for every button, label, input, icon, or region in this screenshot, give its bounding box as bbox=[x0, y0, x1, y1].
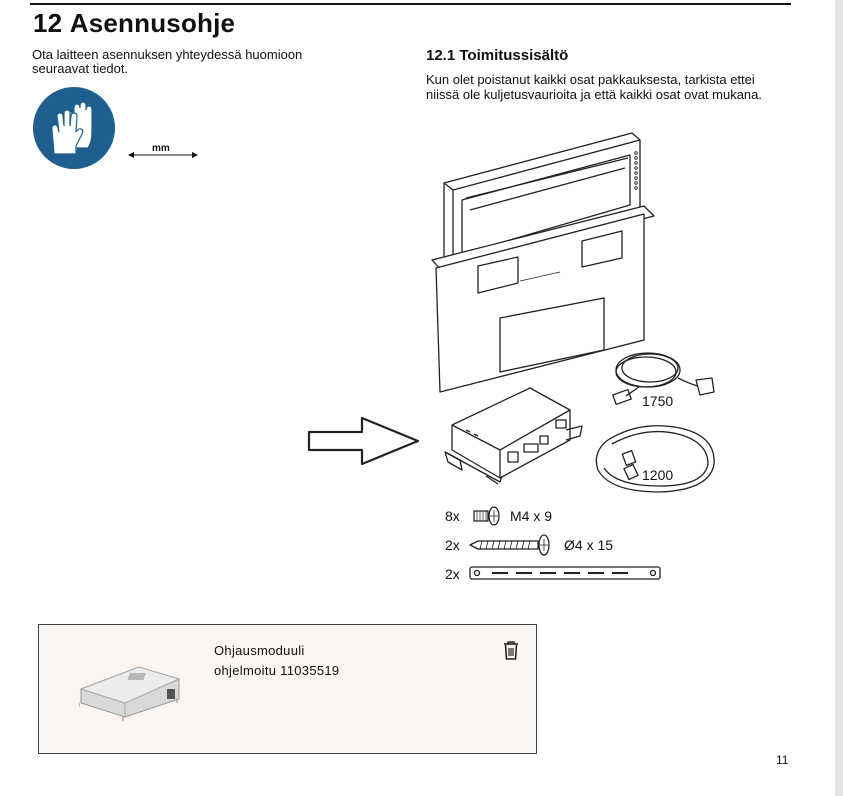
trash-icon[interactable] bbox=[502, 640, 520, 660]
small-screw-icon bbox=[474, 507, 499, 525]
product-card bbox=[38, 624, 537, 754]
intro-text: Ota laitteen asennuksen yhteydessä huomioon seuraavat tiedot. bbox=[32, 47, 303, 76]
page-number: 11 bbox=[776, 753, 789, 767]
long-screw-qty: 2x bbox=[445, 537, 460, 553]
section-title: 12.1 Toimitussisältö bbox=[426, 47, 569, 64]
control-module-photo bbox=[79, 659, 183, 721]
mm-label: mm bbox=[152, 143, 170, 154]
pointer-arrow bbox=[309, 418, 418, 464]
connection-cable-length: 1200 bbox=[642, 467, 674, 483]
power-cable-length: 1750 bbox=[642, 393, 674, 409]
bracket-qty: 2x bbox=[445, 566, 460, 582]
product-name-line2: ohjelmoitu 11035519 bbox=[214, 663, 340, 678]
long-screw-icon bbox=[470, 535, 549, 555]
chapter-number: 12 bbox=[33, 8, 63, 38]
product-name bbox=[214, 641, 339, 681]
control-module bbox=[445, 388, 582, 484]
section-text: Kun olet poistanut kaikki osat pakkauksesta, tarkista ettei niissä ole kuljetusvaurioita ja että kaikki osat ovat mukana. bbox=[426, 72, 763, 102]
chapter-name: Asennusohje bbox=[69, 8, 236, 38]
hood-unit bbox=[432, 133, 654, 392]
product-name-line1: Ohjausmoduuli bbox=[214, 643, 305, 658]
small-screw-qty: 8x bbox=[445, 508, 460, 524]
bracket-icon bbox=[470, 567, 660, 579]
long-screw-size: Ø4 x 15 bbox=[564, 537, 614, 553]
small-screw-size: M4 x 9 bbox=[510, 508, 553, 524]
